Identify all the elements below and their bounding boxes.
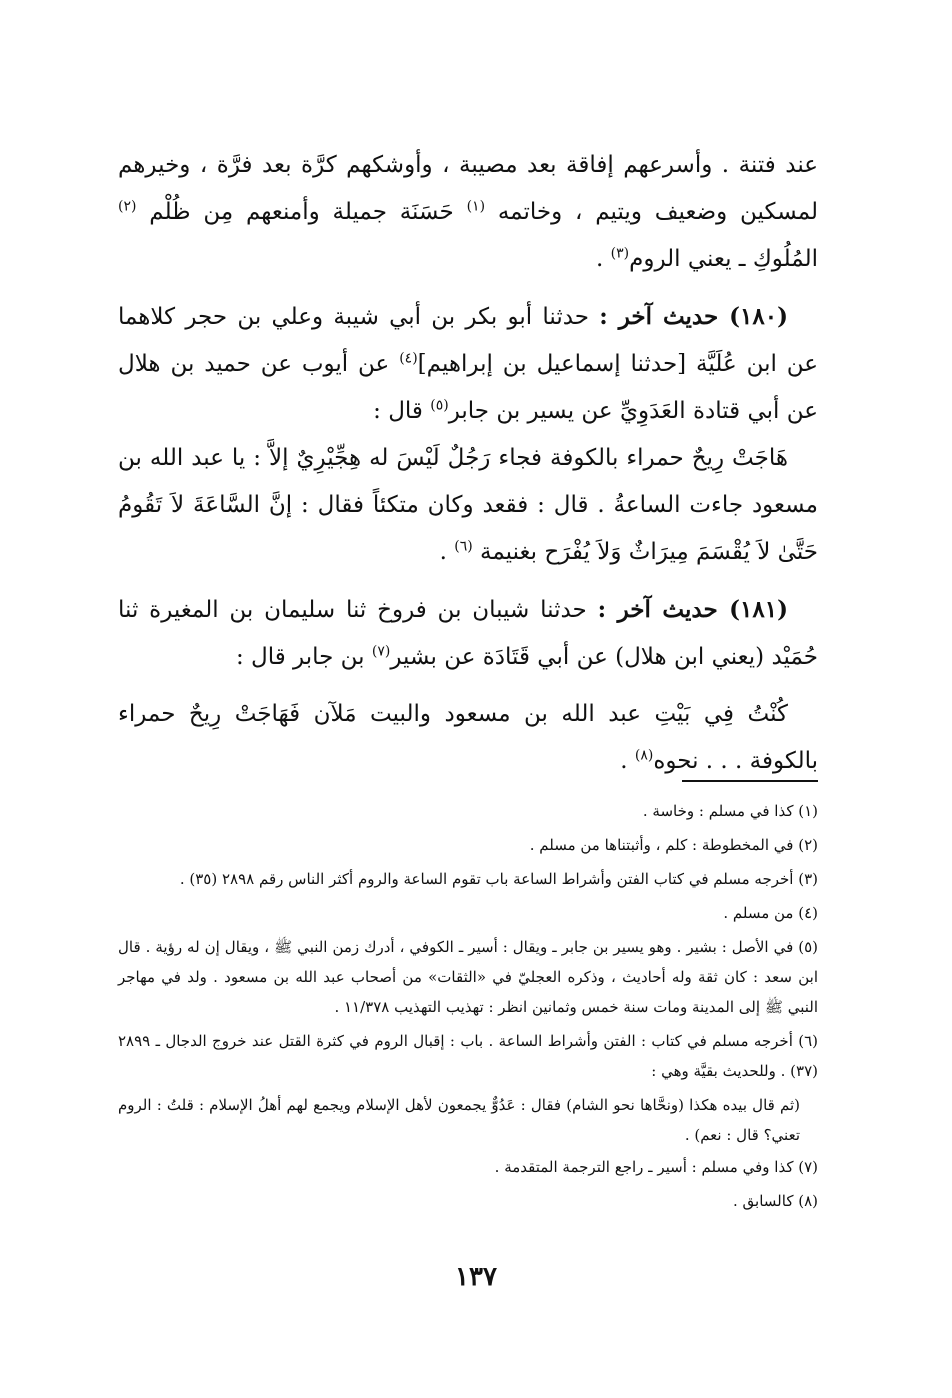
hadith-181-text-a: حدثنا شيبان بن فروخ ثنا سليمان بن المغيرة ثنا حُمَيْد (يعني ابن هلال) عن أبي قَتَادَة عن بشير: [118, 597, 818, 670]
intro-text-mid: حَسَنَة جميلة وأمنعهم مِن ظُلْم: [149, 199, 454, 225]
footnote-4: (٤) من مسلم .: [723, 904, 818, 922]
footnote-8: (٨) كالسابق .: [733, 1192, 818, 1210]
footnote-ref-6[interactable]: (٦): [454, 538, 473, 555]
hadith-181-title: (١٨١) حديث آخر :: [597, 596, 788, 623]
intro-text-mid2: المُلُوكِ ـ يعني الروم: [629, 246, 818, 272]
hadith-180-text-a: حدثنا أبو بكر بن أبي شيبة وعلي بن حجر كلاهما عن ابن عُلَيَّة [حدثنا إسماعيل بن إبراهيم]: [118, 304, 818, 377]
hadith-180-text-b: عن أيوب عن حميد بن هلال عن أبي قتادة العَدَوِيِّ عن يسير بن جابر: [118, 351, 818, 424]
footnote-divider: [682, 780, 818, 782]
footnotes: [118, 796, 818, 1220]
hadith-181-matn-text: كُنْتُ فِي بَيْتِ عبد الله بن مسعود والبيت مَلآن فَهَاجَتْ رِيحٌ حمراء بالكوفة . . . نحوه: [118, 701, 818, 774]
footnote-ref-4[interactable]: (٤): [399, 350, 418, 367]
hadith-180-matn: [118, 435, 818, 576]
footnote-ref-5[interactable]: (٥): [430, 397, 449, 414]
hadith-180-isnad: [118, 293, 818, 435]
footnote-ref-1[interactable]: (١): [466, 198, 486, 215]
footnote-1: (١) كذا في مسلم : وخاسة .: [642, 802, 818, 820]
footnote-5: (٥) في الأصل : بشير . وهو يسير بن جابر ـ ويقال : أسير ـ الكوفي ، أدرك زمن النبي ﷺ ، ويقال إن له رؤية . قال ابن سعد : كان ثقة وله أحاديث ، وذكره العجليّ في «الثقات» من أصحاب عبد الله بن مسعود . ولد في مهاجر النبي ﷺ إلى المدينة ومات سنة خمس وثمانين انظر : تهذيب التهذيب ١١/٣٧٨ .: [118, 938, 818, 1016]
footnote-7: (٧) كذا وفي مسلم : أسير ـ راجع الترجمة المتقدمة .: [494, 1158, 818, 1176]
footnote-ref-3[interactable]: (٣): [610, 245, 630, 262]
hadith-180-matn-text: هَاجَتْ رِيحٌ حمراء بالكوفة فجاء رَجُلٌ لَيْسَ له هِجِّيْرِيٌ إلاَّ : يا عبد الله بن مسعود جاءت الساعةُ . قال : فقعد وكان متكئاً فقال : إنَّ السَّاعَةَ لاَ تَقُومُ حَتَّىٰ لاَ يُقْسَمَ مِيرَاثٌ وَلاَ يُفْرَح بغنيمة: [118, 445, 818, 565]
hadith-181-matn: [118, 691, 818, 785]
footnote-6-continuation: (ثم قال بيده هكذا (ونحَّاها نحو الشام) فقال : عَدُوٌّ يجمعون لأهل الإسلام ويجمع لهم أهلُ الإسلام : قلتُ : الروم تعني؟ قال : نعم) .: [118, 1096, 800, 1144]
hadith-180-text-c: قال :: [373, 398, 423, 424]
hadith-180-title: (١٨٠) حديث آخر :: [599, 303, 788, 330]
hadith-180-end: .: [439, 539, 447, 565]
hadith-181-text-b: بن جابر قال :: [235, 644, 365, 670]
footnote-6: (٦) أخرجه مسلم في كتاب : الفتن وأشراط الساعة . باب : إقبال الروم في كثرة القتل عند خروج الدجال ـ ٢٨٩٩ (٣٧) . وللحديث بقيَّة وهي :: [118, 1032, 818, 1080]
footnote-3: (٣) أخرجه مسلم في كتاب الفتن وأشراط الساعة باب تقوم الساعة والروم أكثر الناس رقم ٢٨٩٨ (٣٥) .: [179, 870, 818, 888]
footnote-2: (٢) في المخطوطة : كلم ، وأثبتناها من مسلم .: [529, 836, 818, 854]
footnote-ref-2[interactable]: (٢): [118, 198, 137, 215]
hadith-181-end: .: [620, 748, 628, 774]
hadith-181-isnad: [118, 586, 818, 681]
footnote-ref-7[interactable]: (٧): [371, 643, 391, 660]
footnote-ref-8[interactable]: (٨): [634, 747, 654, 764]
paragraph-intro: [118, 142, 818, 283]
intro-end: .: [596, 246, 604, 272]
page-number: ١٣٧: [455, 1262, 497, 1292]
intro-text: عند فتنة . وأسرعهم إفاقة بعد مصيبة ، وأوشكهم كرَّة بعد فرَّة ، وخيرهم لمسكين وضعيف ويتيم ، وخاتمه: [118, 152, 819, 225]
main-text: [118, 142, 818, 785]
